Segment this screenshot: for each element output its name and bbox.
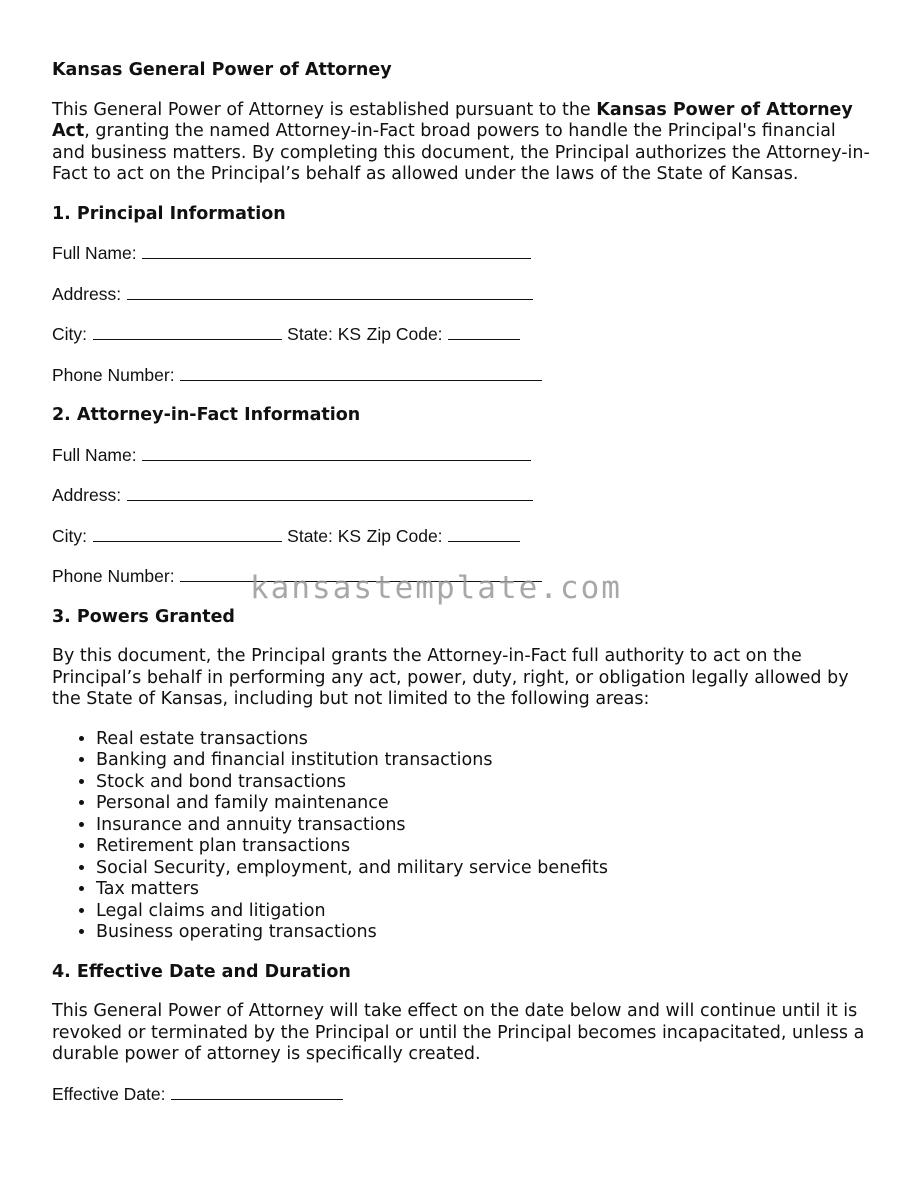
document-page — [52, 60, 872, 1124]
attorney-zip-label: Zip Code: — [366, 525, 443, 546]
principal-full-name-label: Full Name: — [52, 243, 137, 263]
principal-city-label: City: — [52, 324, 87, 344]
principal-phone-label: Phone Number: — [52, 364, 175, 385]
effective-paragraph: This General Power of Attorney will take effect on the date below and will continue until it is revoked or terminated by the Principal or until the Principal becomes incapacitated, unless a durable power of attorney is specifically created. — [52, 1001, 865, 1064]
list-item: • Insurance and annuity transactions — [96, 815, 872, 837]
principal-city-row — [52, 324, 872, 347]
principal-full-name-row — [52, 243, 872, 266]
attorney-address-label: Address: — [52, 485, 122, 505]
list-item: • Business operating transactions — [96, 922, 872, 944]
attorney-heading: 2. Attorney-in-Fact Information — [52, 405, 361, 425]
attorney-full-name-row — [52, 445, 872, 468]
principal-zip-label: Zip Code: — [366, 324, 443, 344]
watermark: kansastemplate.com — [250, 570, 622, 606]
list-item: • Personal and family maintenance — [96, 793, 872, 815]
attorney-state-label: State: KS — [287, 525, 362, 546]
powers-paragraph: By this document, the Principal grants the Attorney-in-Fact full authority to act on the Principal’s behalf in performing any act, power, duty, right, or obligation legally allowed by the State of Kansas, including but not limited to the following areas: — [52, 646, 849, 709]
attorney-address-row — [52, 485, 872, 508]
attorney-city-field[interactable] — [93, 527, 282, 542]
principal-state-label: State: KS — [287, 324, 362, 344]
document-title: Kansas General Power of Attorney — [52, 60, 392, 80]
effective-date-label: Effective Date: — [52, 1083, 166, 1104]
attorney-phone-row — [52, 566, 872, 589]
list-item: • Tax matters — [96, 879, 872, 901]
list-item: • Retirement plan transactions — [96, 836, 872, 858]
attorney-address-field[interactable] — [127, 486, 533, 501]
list-item: • Banking and financial institution transactions — [96, 750, 872, 772]
principal-address-field[interactable] — [127, 285, 533, 300]
principal-full-name-field[interactable] — [142, 244, 531, 259]
attorney-city-row — [52, 526, 872, 549]
intro-paragraph — [52, 100, 872, 186]
principal-zip-field[interactable] — [448, 325, 520, 340]
intro-text-2: , granting the named Attorney-in-Fact broad powers to handle the Principal's financial and business matters. By completing this document, the Principal authorizes the Attorney-in-Fact to act on the Principal’s behalf as allowed under the laws of the State of Kansas. — [52, 121, 870, 184]
powers-heading: 3. Powers Granted — [52, 606, 235, 627]
effective-date-field[interactable] — [171, 1085, 343, 1100]
principal-heading: 1. Principal Information — [52, 203, 286, 224]
principal-address-row — [52, 284, 872, 307]
principal-address-label: Address: — [52, 283, 122, 304]
attorney-phone-field[interactable] — [180, 567, 542, 582]
attorney-full-name-label: Full Name: — [52, 444, 137, 465]
intro-act-name: Kansas Power of Attorney Act — [52, 99, 853, 141]
list-item: • Stock and bond transactions — [96, 772, 872, 794]
principal-city-field[interactable] — [93, 325, 282, 340]
principal-phone-field[interactable] — [180, 366, 542, 381]
effective-date-row — [52, 1084, 872, 1107]
list-item: • Social Security, employment, and military service benefits — [96, 858, 872, 880]
attorney-phone-label: Phone Number: — [52, 566, 175, 586]
attorney-zip-field[interactable] — [448, 527, 520, 542]
attorney-full-name-field[interactable] — [142, 446, 531, 461]
list-item: • Legal claims and litigation — [96, 901, 872, 923]
powers-list — [52, 729, 872, 944]
principal-phone-row — [52, 365, 872, 388]
attorney-city-label: City: — [52, 525, 87, 546]
effective-heading: 4. Effective Date and Duration — [52, 961, 351, 982]
intro-text-1: This General Power of Attorney is established pursuant to the — [52, 99, 597, 120]
list-item: • Real estate transactions — [96, 729, 872, 751]
